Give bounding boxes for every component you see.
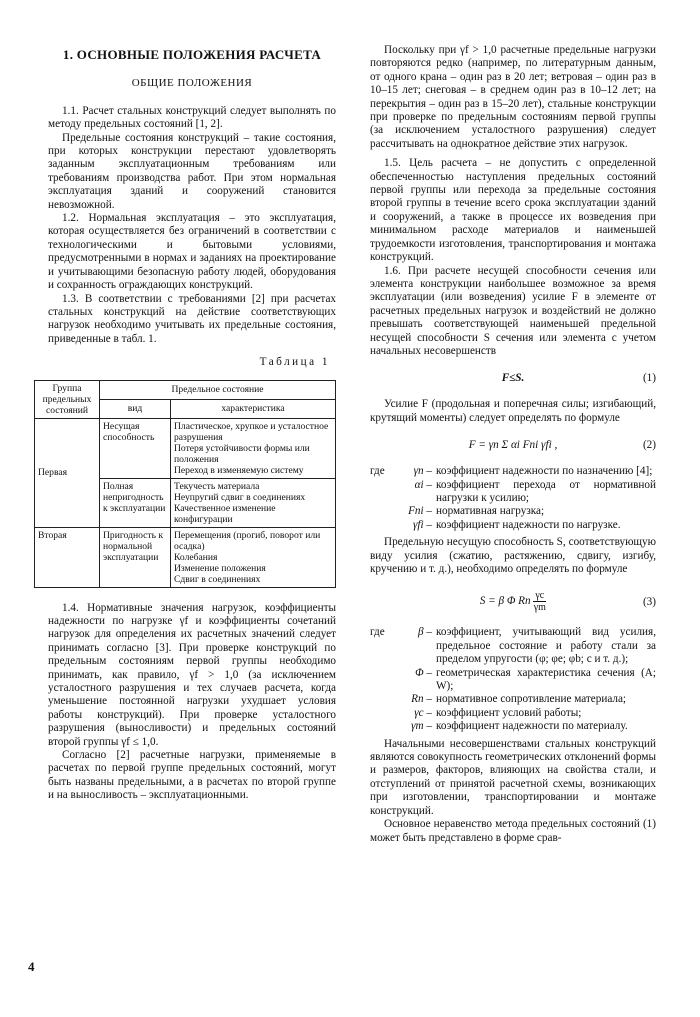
paragraph-limit-states: Предельные состояния конструкций – такие состояния, при которых конструкции перестают удовлетворять заданным эксплуатационным требованиям или требованиям производства работ. При этом нормальная эксплуатация зданий и сооружений становится невозможной. — [48, 131, 336, 211]
definition-row — [370, 505, 656, 518]
paragraph-since: Поскольку при γf > 1,0 расчетные предельные нагрузки повторяются редко (например, по литературным данным, от одного крана – один раз в 20 лет; ветровая – один раз в 10–15 лет; снеговая – в среднем один раз в 10–12 лет; на перекрытия – один раз в 15–20 лет), стальные конструкции при проверке по предельным состояниям первой группы (за исключением усталостного разрушения) следует рассчитывать на однократное действие этих нагрузок. — [370, 44, 656, 150]
definition-symbol: Fni – — [408, 505, 432, 518]
definition-text: нормативная нагрузка; — [436, 505, 545, 518]
paragraph-initial-imperfections: Начальными несовершенствами стальных конструкций являются совокупность геометрических отклонений формы и размеров, факторов, влияющих на свойства стали, и отступлений от принятой расчетной схемы, возникающих при изготовлении, транспортировании и монтаже конструкций. — [370, 737, 656, 817]
paragraph-capacity: Предельную несущую способность S, соответствующую виду усилия (сжатию, растяжению, сдвигу, изгибу, кручению и т. д.), необходимо определять по формуле — [370, 536, 656, 575]
definition-symbol: γfi – — [412, 518, 432, 531]
formula-3 — [370, 590, 656, 616]
characteristic-item: Текучесть материала — [174, 480, 260, 492]
right-column — [370, 44, 656, 845]
definitions-formula-3 — [370, 626, 656, 733]
definition-row — [370, 479, 656, 506]
table-cell-characteristic — [171, 418, 336, 478]
definition-symbol: αi – — [414, 478, 432, 491]
formula-2 — [370, 439, 656, 455]
limit-states-table — [34, 380, 336, 588]
fraction-numerator: γc — [535, 590, 545, 602]
where-label: где — [370, 465, 385, 478]
table-cell-characteristic — [171, 478, 336, 527]
definition-symbol: γn – — [413, 465, 432, 478]
paragraph-force: Усилие F (продольная и поперечная силы; изгибающий, крутящий моменты) следует определять по формуле — [370, 398, 656, 424]
formula-1-number: (1) — [642, 372, 656, 385]
definition-text: коэффициент условий работы; — [436, 706, 582, 719]
paragraph-basic-inequality: Основное неравенство метода предельных состояний (1) может быть представлено в форме срав- — [370, 818, 656, 844]
table-cell-kind: Несущая способность — [100, 418, 171, 478]
characteristic-item: Изменение положения — [174, 562, 266, 574]
definition-text: коэффициент надежности по нагрузке. — [436, 518, 621, 531]
formula-3-expression: S = β Φ Rn — [479, 595, 531, 608]
definition-row — [370, 667, 656, 694]
definition-row — [370, 693, 656, 706]
table-row — [35, 527, 336, 587]
characteristic-item: Сдвиг в соединениях — [174, 573, 261, 585]
table-cell-kind: Пригодность к нормальной эксплуатации — [100, 527, 171, 587]
table-header-group: Группа предельных состояний — [35, 380, 100, 418]
table-cell-kind: Полная непригодность к эксплуатации — [100, 478, 171, 527]
characteristic-item: Перемещения (прогиб, поворот или осадка) — [174, 529, 321, 552]
table-cell-characteristic — [171, 527, 336, 587]
section-title: 1. ОСНОВНЫЕ ПОЛОЖЕНИЯ РАСЧЕТА — [62, 47, 322, 62]
definition-text: геометрическая характеристика сечения (A; W); — [436, 666, 656, 693]
where-label: где — [370, 626, 385, 639]
definition-text: коэффициент надежности по материалу. — [436, 720, 628, 733]
sub-title: ОБЩИЕ ПОЛОЖЕНИЯ — [131, 77, 253, 90]
definition-row — [370, 707, 656, 720]
fraction-denominator: γm — [533, 602, 546, 614]
definition-text: коэффициент надежности по назначению [4]; — [436, 465, 653, 478]
definition-row — [370, 519, 656, 532]
definition-text: нормативное сопротивление материала; — [436, 693, 627, 706]
definition-text: коэффициент перехода от нормативной нагрузки к усилию; — [436, 478, 656, 504]
definition-symbol: γm – — [411, 720, 432, 733]
table-row — [35, 418, 336, 478]
table-header-kind: вид — [100, 399, 171, 418]
paragraph-according: Согласно [2] расчетные нагрузки, применяемые в расчетах по первой группе предельных состояний, могут быть названы предельными, а в расчетах по второй группе и на выносливость – эксплуатационными. — [48, 749, 336, 802]
page-number: 4 — [28, 959, 35, 974]
table-header-characteristic: характеристика — [171, 399, 336, 418]
definition-row — [370, 465, 656, 478]
table-header-state: Предельное состояние — [100, 380, 336, 399]
formula-3-number: (3) — [642, 596, 656, 609]
table-label: Таблица 1 — [259, 356, 330, 369]
characteristic-item: Колебания — [174, 551, 218, 563]
table-cell-group-second: Вторая — [35, 527, 100, 587]
table-cell-group-first: Первая — [35, 418, 100, 527]
formula-2-number: (2) — [642, 439, 656, 452]
paragraph-1-6: 1.6. При расчете несущей способности сечения или элемента конструкции наибольшее возможное за время эксплуатации (или возведения) усилие F в элементе от расчетных предельных нагрузок и воздействий не должно превышать соответствующей наименьшей предельной несущей способности S сечения или элемента с учетом начальных несовершенств — [370, 264, 656, 357]
characteristic-item: Потеря устойчивости формы или положения — [174, 442, 310, 465]
paragraph-1-5: 1.5. Цель расчета – не допустить с определенной обеспеченностью наступления предельных состояний первой группы или перехода за предельные состояния второй группы в течение всего срока эксплуатации зданий и сооружений, а также в процессе их возведения при минимальном расходе материалов и наименьшей трудоемкости изготовления, транспортирования и монтажа конструкций. — [370, 157, 656, 264]
definition-symbol: β – — [418, 626, 432, 639]
definition-text: коэффициент, учитывающий вид усилия, предельное состояние и работу стали за пределом упругости (φ; φe; φb; c и т. д.); — [436, 626, 656, 666]
characteristic-item: Переход в изменяемую систему — [174, 464, 304, 476]
formula-1 — [370, 372, 656, 388]
left-column — [38, 44, 336, 803]
definition-row — [370, 720, 656, 733]
definition-row — [370, 626, 656, 666]
characteristic-item: Пластическое, хрупкое и усталостное разрушения — [174, 420, 329, 443]
paragraph-1-3: 1.3. В соответствии с требованиями [2] при расчетах стальных конструкций на действие соответствующих нагрузок необходимо учитывать их предельные состояния, приведенные в табл. 1. — [48, 292, 336, 345]
definitions-formula-2 — [370, 465, 656, 532]
formula-2-expression: F = γn Σ αi Fni γfi , — [468, 439, 558, 452]
definition-symbol: γc – — [414, 706, 432, 719]
paragraph-1-2: 1.2. Нормальная эксплуатация – это эксплуатация, которая осуществляется без ограничений в соответствии с технологическими и бытовыми условиями, предусмотренными в нормах и заданиях на проектирование и учитывающими безопасную работу людей, оборудования и сохранность ограждающих конструкций. — [48, 212, 336, 292]
paragraph-1-1: 1.1. Расчет стальных конструкций следует выполнять по методу предельных состояний [1, 2]. — [48, 104, 336, 131]
paragraph-1-4: 1.4. Нормативные значения нагрузок, коэффициенты надежности по нагрузке γf и коэффициенты сочетаний нагрузок для определения их расчетных значений следует принимать согласно [3]. При проверке конструкций по предельным состояниям первой группы необходимо принимать, как правило, γf > 1,0 (за исключением усталостного разрушения и тех случаев расчета, когда уменьшение постоянной нагрузки ухудшает условия работы конструкций). При проверке усталостного разрушения (выносливости) и предельных состояний второй группы γf ≤ 1,0. — [48, 601, 336, 748]
characteristic-item: Неупругий сдвиг в соединениях — [174, 491, 306, 503]
formula-3-fraction — [533, 590, 546, 613]
characteristic-item: Качественное изменение конфигурации — [174, 502, 276, 525]
formula-1-expression: F≤S. — [501, 372, 525, 385]
definition-symbol: Φ – — [415, 666, 432, 679]
definition-symbol: Rn – — [411, 693, 432, 706]
